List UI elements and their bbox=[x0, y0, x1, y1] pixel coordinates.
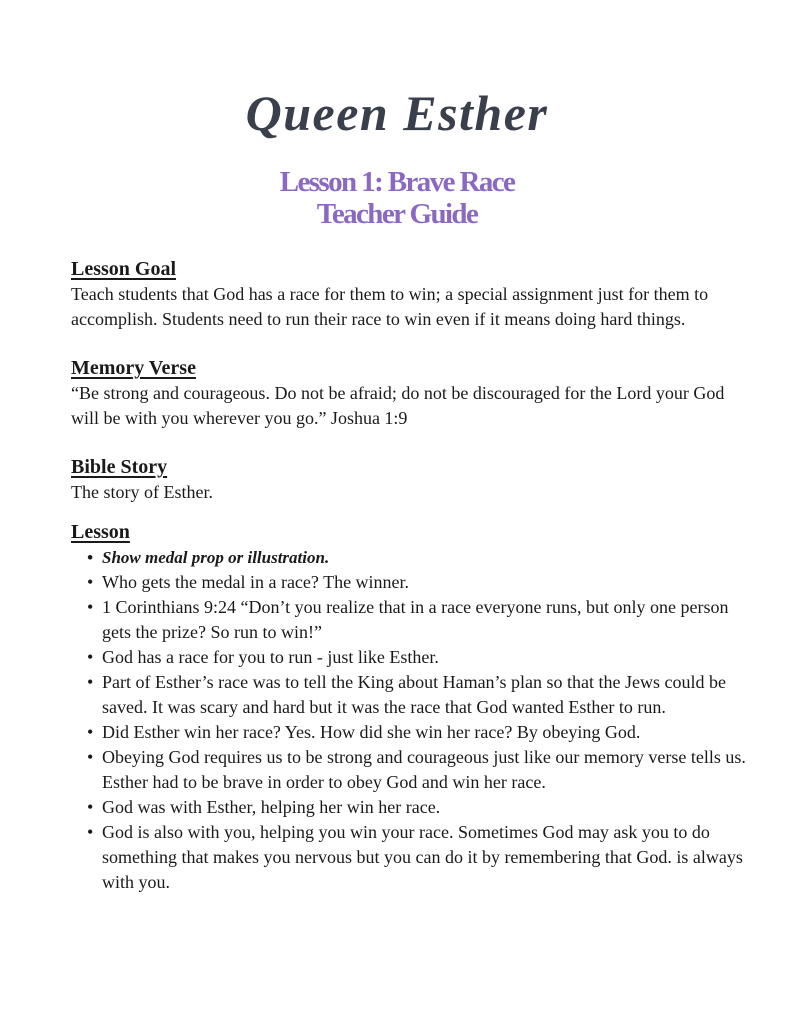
lesson-subtitle bbox=[0, 166, 794, 230]
lesson-bullet-list bbox=[71, 545, 751, 895]
list-item: • Obeying God requires us to be strong and courageous just like our memory verse tells us. Esther had to be brave in order to obey God and win her race. bbox=[102, 745, 751, 795]
subtitle-lesson-name: Lesson 1: Brave Race bbox=[279, 166, 515, 198]
list-item: • Show medal prop or illustration. bbox=[102, 545, 751, 570]
list-item: • Part of Esther’s race was to tell the King about Haman’s plan so that the Jews could be saved. It was scary and hard but it was the race that God wanted Esther to run. bbox=[102, 670, 751, 720]
bible-story-text: The story of Esther. bbox=[71, 482, 213, 502]
list-item: • God has a race for you to run - just like Esther. bbox=[102, 645, 751, 670]
memory-verse-heading: Memory Verse bbox=[71, 357, 196, 379]
lesson-heading: Lesson bbox=[71, 521, 130, 543]
list-item: • God is also with you, helping you win your race. Sometimes God may ask you to do something that makes you nervous but you can do it by remembering that God. is always with you. bbox=[102, 820, 751, 895]
list-item: • God was with Esther, helping her win her race. bbox=[102, 795, 751, 820]
lesson-goal-section bbox=[71, 256, 751, 332]
subtitle-guide-label: Teacher Guide bbox=[316, 198, 478, 230]
lesson-goal-heading: Lesson Goal bbox=[71, 258, 177, 280]
page-title: Queen Esther bbox=[245, 85, 549, 141]
list-item: • Did Esther win her race? Yes. How did she win her race? By obeying God. bbox=[102, 720, 751, 745]
bible-story-heading: Bible Story bbox=[71, 456, 168, 478]
bible-story-section bbox=[71, 454, 751, 505]
list-item: • Who gets the medal in a race? The winner. bbox=[102, 570, 751, 595]
document-body bbox=[71, 256, 751, 895]
memory-verse-section bbox=[71, 355, 751, 431]
list-item: • 1 Corinthians 9:24 “Don’t you realize that in a race everyone runs, but only one person gets the prize? So run to win!” bbox=[102, 595, 751, 645]
lesson-section bbox=[71, 519, 751, 895]
lesson-goal-text: Teach students that God has a race for them to win; a special assignment just for them to accomplish. Students need to run their race to win even if it means doing hard things. bbox=[71, 284, 709, 329]
memory-verse-text: “Be strong and courageous. Do not be afraid; do not be discouraged for the Lord your God will be with you wherever you go.” Joshua 1:9 bbox=[71, 383, 725, 428]
